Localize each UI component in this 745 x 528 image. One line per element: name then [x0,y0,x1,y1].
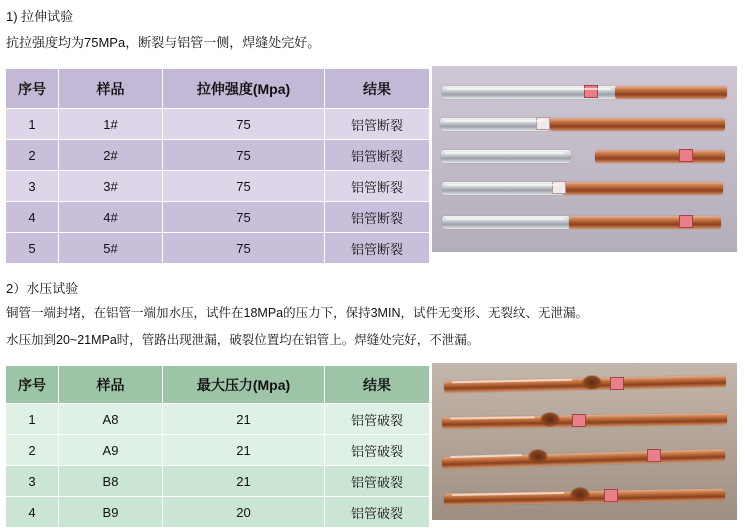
specimen-label-tag [572,414,586,427]
specimen-label-tag [610,377,624,390]
cell-strength: 75 [163,171,325,202]
table-row [6,466,430,497]
column-header-index: 序号 [6,69,59,109]
table-row [6,233,430,264]
cell-strength: 75 [163,109,325,140]
tensile-test-table [5,68,430,264]
burst-region [582,375,602,390]
column-header-sample: 样品 [59,366,163,404]
table-row [6,404,430,435]
section1-paragraph: 抗拉强度均为75MPa，断裂与铝管一侧，焊缝处完好。 [6,35,321,50]
cell-index: 3 [6,466,59,497]
cell-index: 1 [6,109,59,140]
specimen-label-tag [584,85,598,98]
cell-result: 铝管破裂 [325,404,430,435]
cell-max-pressure: 20 [163,497,325,528]
cell-result: 铝管破裂 [325,466,430,497]
cell-result: 铝管破裂 [325,435,430,466]
burst-region [570,487,590,502]
column-header-sample: 样品 [59,69,163,109]
burst-region [540,412,560,427]
section2-heading: 2）水压试验 [6,281,79,296]
cell-sample: A9 [59,435,163,466]
cell-strength: 75 [163,140,325,171]
cell-max-pressure: 21 [163,404,325,435]
specimen-highlight [446,218,564,220]
cell-sample: A8 [59,404,163,435]
specimen-label-tag [647,449,661,462]
table-row [6,140,430,171]
cell-index: 4 [6,497,59,528]
specimen-label-tag [604,489,618,502]
specimen-copper-segment [615,86,727,99]
cell-result: 铝管断裂 [325,140,430,171]
column-header-result: 结果 [325,69,430,109]
cell-strength: 75 [163,233,325,264]
table-row [6,435,430,466]
cell-strength: 75 [163,202,325,233]
tensile-test-photo [432,66,737,252]
specimen-copper-segment [595,150,725,163]
cell-index: 2 [6,435,59,466]
specimen-copper-segment [550,118,725,131]
cell-result: 铝管断裂 [325,202,430,233]
cell-max-pressure: 21 [163,466,325,497]
table-header-row [6,366,430,404]
cell-result: 铝管破裂 [325,497,430,528]
cell-index: 1 [6,404,59,435]
table-header-row [6,69,430,109]
cell-sample: 4# [59,202,163,233]
cell-result: 铝管断裂 [325,171,430,202]
column-header-result: 结果 [325,366,430,404]
pressure-test-photo [432,363,737,520]
cell-result: 铝管断裂 [325,233,430,264]
specimen-label-tag [536,117,550,130]
column-header-index: 序号 [6,366,59,404]
table-row [6,171,430,202]
column-header-max-pressure: 最大压力(Mpa) [163,366,325,404]
table-row [6,202,430,233]
section2-paragraph-1: 铜管一端封堵，在铝管一端加水压，试件在18MPa的压力下，保持3MIN，试件无变形、无裂纹、无泄漏。 [6,306,588,320]
specimen-copper-segment [569,216,721,229]
pressure-test-table [5,365,430,528]
specimen-label-tag [679,149,693,162]
specimen-label-tag [679,215,693,228]
cell-sample: 5# [59,233,163,264]
specimen-highlight [445,152,565,154]
specimen-label-tag [552,181,566,194]
cell-result: 铝管断裂 [325,109,430,140]
specimen-highlight [444,120,544,122]
cell-sample: 1# [59,109,163,140]
cell-index: 3 [6,171,59,202]
cell-sample: 2# [59,140,163,171]
cell-max-pressure: 21 [163,435,325,466]
cell-index: 4 [6,202,59,233]
table-row [6,109,430,140]
burst-region [528,449,548,464]
specimen-highlight [446,184,558,186]
cell-index: 2 [6,140,59,171]
specimen-copper-segment [563,182,723,195]
specimen-highlight [446,88,611,90]
column-header-strength: 拉伸强度(Mpa) [163,69,325,109]
cell-sample: 3# [59,171,163,202]
cell-index: 5 [6,233,59,264]
cell-sample: B9 [59,497,163,528]
section2-paragraph-2: 水压加到20~21MPa时，管路出现泄漏，破裂位置均在铝管上。焊缝处完好，不泄漏。 [6,333,480,347]
cell-sample: B8 [59,466,163,497]
section1-heading: 1) 拉伸试验 [6,9,74,24]
